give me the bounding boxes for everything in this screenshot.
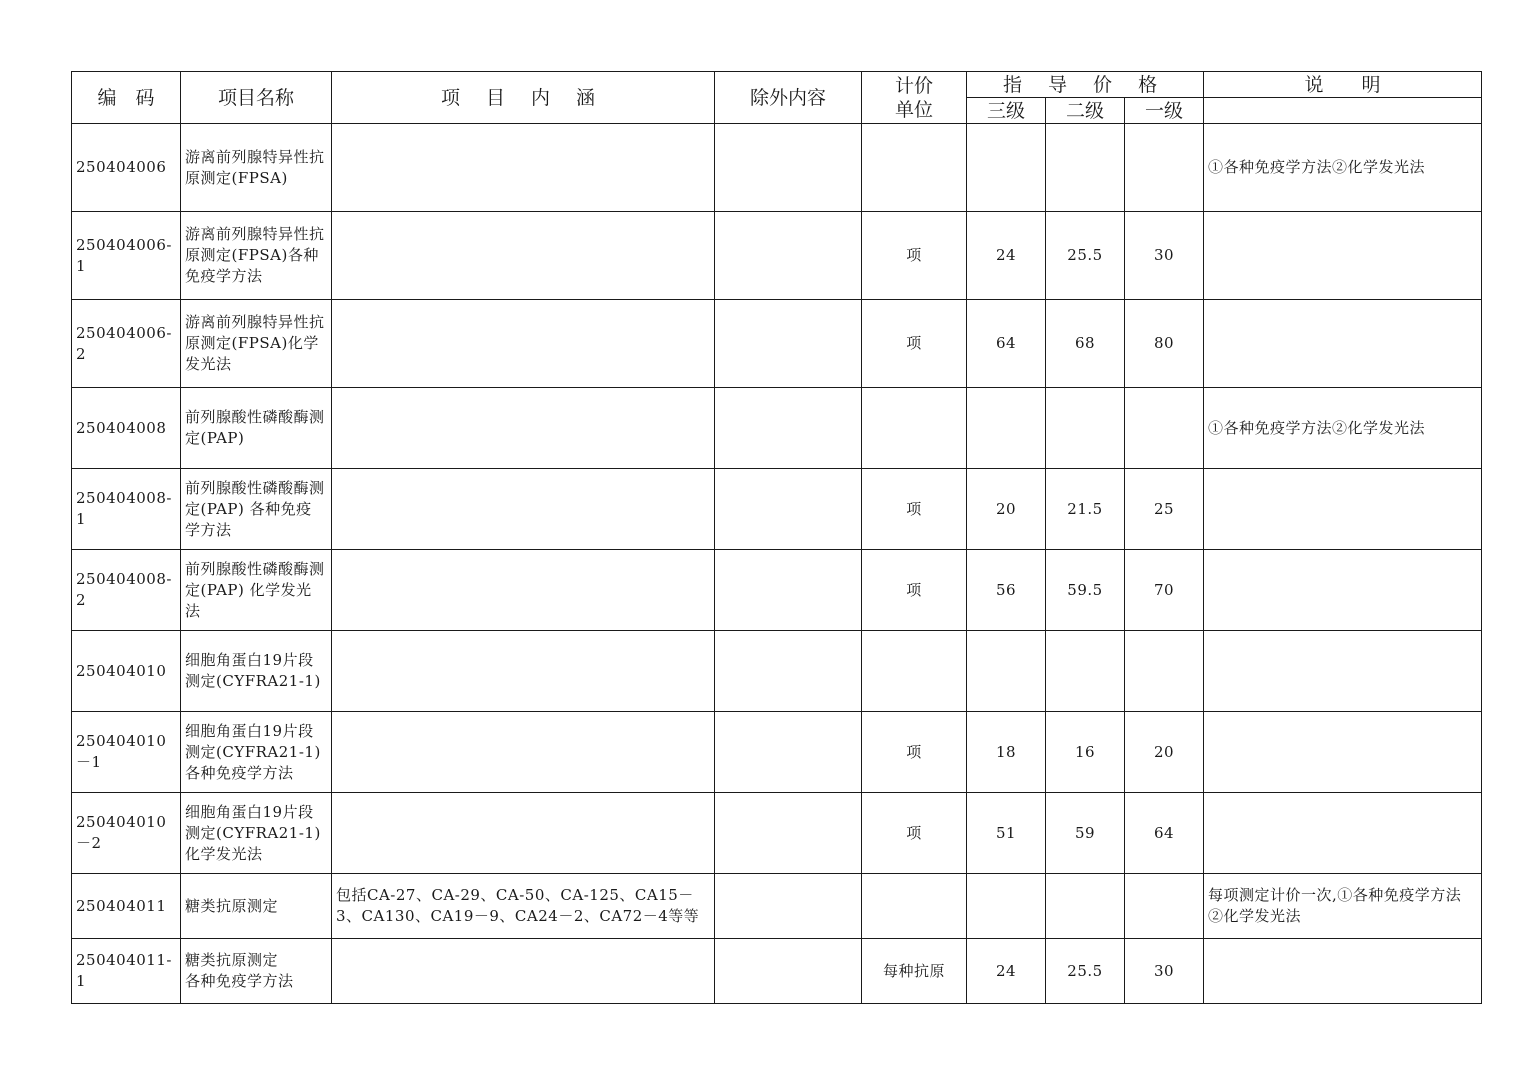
row-name-text: 细胞角蛋白19片段测定(CYFRA21-1) [185,651,321,690]
row-note [1204,793,1482,874]
row-level1-price [1125,874,1204,939]
row-note [1204,631,1482,712]
row-level3-price-text: 18 [995,742,1017,761]
row-level1-price-text: 20 [1153,742,1175,761]
row-level3-price-text: 56 [995,580,1017,599]
row-level3-price-text: 24 [995,246,1017,264]
row-name-text: 游离前列腺特异性抗原测定(FPSA)各种免疫学方法 [185,225,325,285]
header-name: 项目名称 [181,72,332,124]
row-excluded [715,793,862,874]
table-row [72,124,1482,212]
header-level1: 一级 [1125,98,1204,124]
row-level1-price [1125,939,1204,1004]
row-name-text: 前列腺酸性磷酸酶测定(PAP) [185,408,325,447]
header-note-blank [1204,98,1482,124]
row-unit-text: 项 [906,823,922,842]
row-unit-text: 每种抗原 [882,961,945,980]
row-code-text: 250404008 [76,418,167,437]
row-note-text: ①各种免疫学方法②化学发光法 [1208,158,1426,176]
row-content [332,631,715,712]
row-level3-price-text: 51 [995,823,1017,842]
row-excluded [715,300,862,388]
row-code-text: 250404006-2 [76,323,172,363]
row-excluded [715,388,862,469]
row-note [1204,124,1482,212]
table-row [72,212,1482,300]
row-unit-text: 项 [906,499,922,518]
row-level1-price [1125,469,1204,550]
row-unit [862,939,967,1004]
row-name [181,300,332,388]
row-name [181,550,332,631]
row-code-text: 250404010－2 [76,813,167,852]
row-level3-price [967,469,1046,550]
row-unit-text: 项 [906,334,922,352]
row-content [332,874,715,939]
row-code [72,712,181,793]
row-unit [862,469,967,550]
row-code [72,874,181,939]
row-note-text: ①各种免疫学方法②化学发光法 [1208,418,1426,437]
header-level3: 三级 [967,98,1046,124]
row-note-text: 每项测定计价一次,①各种免疫学方法②化学发光法 [1208,886,1462,925]
row-unit [862,550,967,631]
row-level3-price-text: 24 [995,961,1017,980]
row-name [181,469,332,550]
row-unit [862,124,967,212]
row-code [72,631,181,712]
row-level3-price [967,550,1046,631]
row-code [72,300,181,388]
row-name [181,939,332,1004]
row-level2-price [1046,300,1125,388]
row-name [181,124,332,212]
row-excluded [715,212,862,300]
row-excluded [715,469,862,550]
row-level3-price [967,712,1046,793]
row-content [332,212,715,300]
row-code-text: 250404008-1 [76,489,172,528]
header-level2: 二级 [1046,98,1125,124]
header-note: 说 明 [1204,72,1482,98]
row-name-text: 游离前列腺特异性抗原测定(FPSA)化学发光法 [185,313,325,373]
row-level2-price-text: 68 [1074,334,1096,352]
header-guide-price: 指 导 价 格 [967,72,1204,98]
row-code-text: 250404006 [76,158,167,176]
row-name [181,631,332,712]
row-note [1204,469,1482,550]
row-note [1204,550,1482,631]
row-level1-price [1125,212,1204,300]
table-row [72,712,1482,793]
table-row [72,793,1482,874]
row-level3-price [967,874,1046,939]
row-level1-price [1125,631,1204,712]
row-level2-price-text: 25.5 [1067,246,1103,264]
row-level1-price [1125,550,1204,631]
row-name-text: 游离前列腺特异性抗原测定(FPSA) [185,147,325,187]
table-row [72,939,1482,1004]
row-content [332,939,715,1004]
row-level2-price [1046,631,1125,712]
row-content [332,469,715,550]
row-excluded [715,124,862,212]
header-code: 编 码 [72,72,181,124]
header-excluded: 除外内容 [715,72,862,124]
row-name [181,793,332,874]
row-code-text: 250404008-2 [76,570,172,609]
row-level1-price [1125,300,1204,388]
row-level3-price [967,212,1046,300]
row-content [332,793,715,874]
row-name-text: 前列腺酸性磷酸酶测定(PAP) 化学发光法 [185,559,325,620]
table-row [72,388,1482,469]
row-level1-price [1125,124,1204,212]
row-note [1204,212,1482,300]
row-unit [862,212,967,300]
row-code [72,793,181,874]
row-level1-price-text: 30 [1153,961,1175,980]
row-name [181,388,332,469]
row-unit-text: 项 [906,580,922,599]
row-level2-price [1046,388,1125,469]
table-row [72,874,1482,939]
row-note [1204,300,1482,388]
row-code-text: 250404011-1 [76,951,172,990]
row-excluded [715,631,862,712]
row-code-text: 250404010 [76,661,167,680]
row-excluded [715,874,862,939]
row-level1-price-text: 80 [1153,334,1175,352]
row-unit [862,874,967,939]
row-content [332,550,715,631]
row-level2-price [1046,712,1125,793]
row-level2-price [1046,469,1125,550]
row-excluded [715,550,862,631]
row-code [72,939,181,1004]
table-row [72,300,1482,388]
row-level3-price [967,124,1046,212]
header-unit: 计价 单位 [862,72,967,124]
row-name-text: 糖类抗原测定 [185,896,279,915]
row-code [72,388,181,469]
row-level3-price [967,939,1046,1004]
row-name [181,212,332,300]
row-level1-price [1125,388,1204,469]
row-level1-price-text: 64 [1153,823,1175,842]
row-level2-price-text: 59.5 [1067,580,1103,599]
row-level3-price-text: 64 [995,334,1017,352]
row-name [181,874,332,939]
row-content [332,124,715,212]
table-row [72,631,1482,712]
row-level2-price [1046,793,1125,874]
header-row-1 [72,72,1482,98]
row-code-text: 250404011 [76,896,167,915]
row-level2-price [1046,124,1125,212]
row-code [72,124,181,212]
row-level1-price-text: 25 [1153,499,1175,518]
table-row [72,469,1482,550]
price-table [71,71,1482,1004]
row-unit [862,300,967,388]
row-name-text: 细胞角蛋白19片段测定(CYFRA21-1)化学发光法 [185,802,321,863]
row-code-text: 250404006-1 [76,235,172,275]
row-level2-price [1046,874,1125,939]
row-unit-text: 项 [906,742,922,761]
row-note [1204,874,1482,939]
row-content-text: 包括CA-27、CA-29、CA-50、CA-125、CA15－3、CA130、CA19－9、CA24－2、CA72－4等等 [336,886,700,925]
row-level2-price-text: 59 [1074,823,1096,842]
row-code-text: 250404010－1 [76,732,167,771]
row-name-text: 细胞角蛋白19片段测定(CYFRA21-1)各种免疫学方法 [185,721,321,782]
row-level2-price [1046,212,1125,300]
row-content [332,712,715,793]
row-code [72,469,181,550]
row-code [72,550,181,631]
row-level1-price [1125,793,1204,874]
row-level2-price [1046,939,1125,1004]
row-unit [862,631,967,712]
row-excluded [715,712,862,793]
row-note [1204,939,1482,1004]
row-level3-price [967,300,1046,388]
row-content [332,388,715,469]
row-level2-price-text: 25.5 [1067,961,1103,980]
row-unit [862,793,967,874]
row-code [72,212,181,300]
row-level3-price [967,388,1046,469]
row-level3-price-text: 20 [995,499,1017,518]
row-level2-price [1046,550,1125,631]
row-name-text: 糖类抗原测定 各种免疫学方法 [185,951,294,990]
row-level1-price [1125,712,1204,793]
row-unit [862,388,967,469]
row-excluded [715,939,862,1004]
row-note [1204,388,1482,469]
table-body [72,124,1482,1004]
row-level1-price-text: 70 [1153,580,1175,599]
row-unit-text: 项 [906,246,922,264]
row-level3-price [967,631,1046,712]
row-content [332,300,715,388]
row-name [181,712,332,793]
row-unit [862,712,967,793]
header-content: 项 目 内 涵 [332,72,715,124]
row-level3-price [967,793,1046,874]
row-note [1204,712,1482,793]
row-level2-price-text: 21.5 [1067,499,1103,518]
row-name-text: 前列腺酸性磷酸酶测定(PAP) 各种免疫学方法 [185,478,325,539]
row-level1-price-text: 30 [1153,246,1175,264]
table-row [72,550,1482,631]
row-level2-price-text: 16 [1074,742,1096,761]
